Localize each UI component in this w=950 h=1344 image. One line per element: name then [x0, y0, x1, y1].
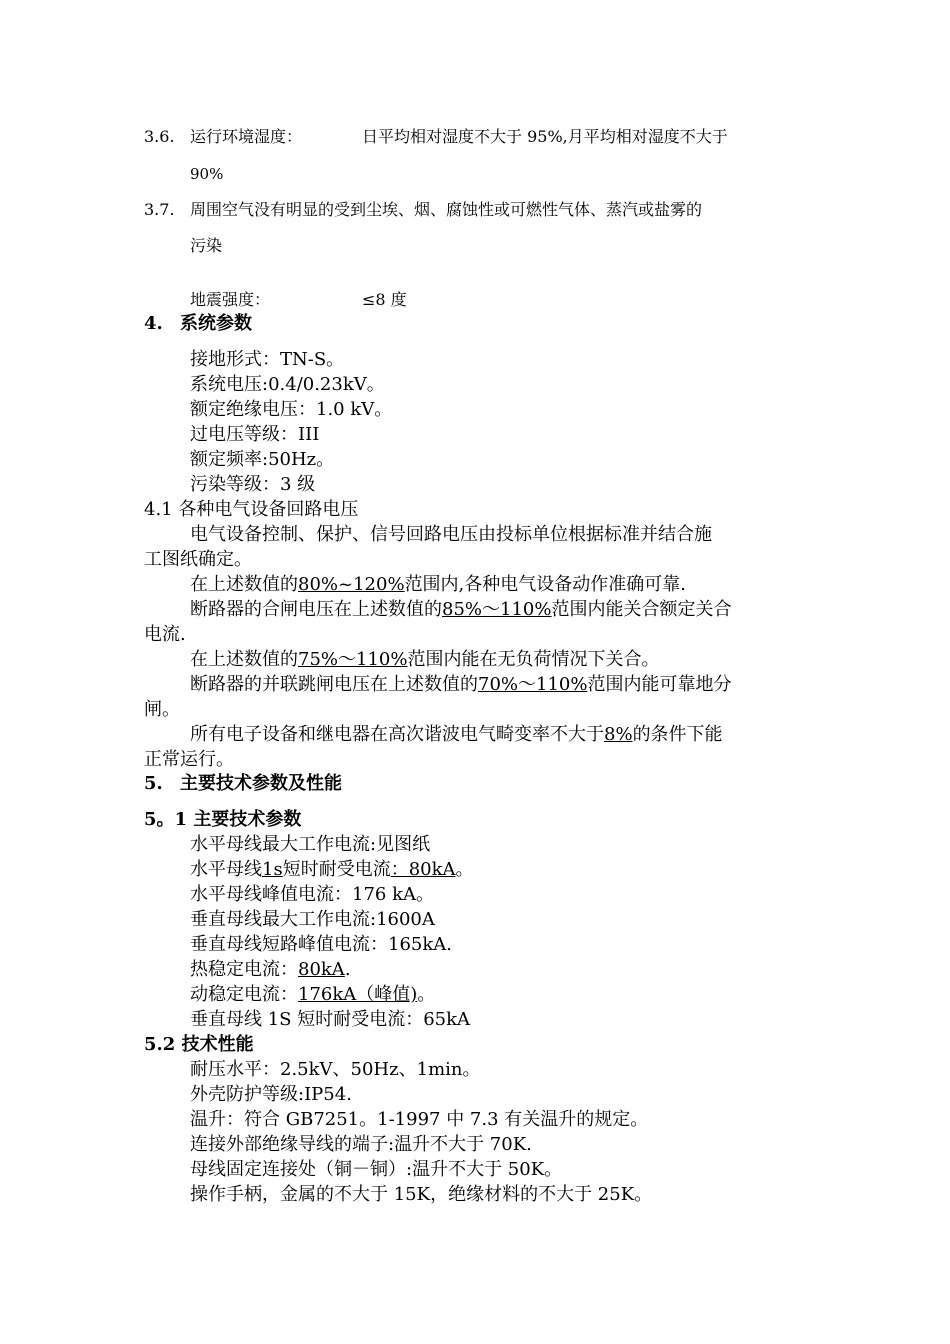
text: 断路器的并联跳闸电压在上述数值的 [190, 674, 478, 695]
tech-param: 水平母线最大工作电流:见图纸 [190, 834, 431, 855]
seismic-label: 地震强度： [190, 290, 271, 309]
underlined-value: 70%～110% [478, 674, 588, 695]
tech-param: 垂直母线最大工作电流:1600A [190, 909, 435, 930]
underlined-value: 85%～110% [442, 599, 552, 620]
section-number: 5. [144, 773, 163, 794]
system-param: 额定绝缘电压：1.0 kV。 [190, 399, 393, 420]
text: 水平母线 [190, 859, 262, 880]
humidity-value-cont: 90% [190, 165, 224, 183]
section-heading: 主要技术参数及性能 [180, 773, 342, 794]
system-param: 过电压等级：III [190, 424, 320, 445]
tech-param [190, 958, 351, 982]
text: 范围内能关合额定关合 [551, 599, 732, 620]
text: 。 [417, 984, 436, 1005]
underlined-value: 1s [262, 859, 283, 880]
text: 。 [455, 859, 474, 880]
section-number: 3.6. [144, 127, 175, 146]
text: 范围内,各种电气设备动作准确可靠. [404, 574, 687, 595]
underlined-value: 80%~120% [298, 574, 405, 595]
text: 动稳定电流： [190, 984, 298, 1005]
system-param: 接地形式：TN-S。 [190, 349, 345, 370]
section-number: 3.7. [144, 200, 175, 219]
performance-item: 耐压水平：2.5kV、50Hz、1min。 [190, 1059, 481, 1080]
paragraph-line: 电流. [144, 624, 186, 645]
tech-param: 水平母线峰值电流：176 kA。 [190, 884, 434, 905]
text: 短时耐受电流 [282, 859, 391, 880]
system-param: 额定频率:50Hz。 [190, 449, 335, 470]
underlined-value: ：80kA [390, 859, 456, 880]
paragraph-line: 闸。 [144, 699, 180, 720]
humidity-value: 日平均相对湿度不大于 95%,月平均相对湿度不大于 [362, 127, 728, 146]
paragraph-line: 工图纸确定。 [144, 549, 252, 570]
paragraph-line [190, 648, 659, 672]
system-param: 系统电压:0.4/0.23kV。 [190, 374, 385, 395]
underlined-value: 80kA [298, 959, 345, 980]
text: 断路器的合闸电压在上述数值的 [190, 599, 442, 620]
subsection-heading: 5.2 技术性能 [144, 1034, 254, 1055]
environment-text-cont: 污染 [190, 236, 223, 255]
text: 热稳定电流： [190, 959, 298, 980]
subsection-heading: 4.1 各种电气设备回路电压 [144, 499, 359, 520]
performance-item: 操作手柄，金属的不大于 15K，绝缘材料的不大于 25K。 [190, 1184, 653, 1205]
performance-item: 母线固定连接处（铜－铜）:温升不大于 50K。 [190, 1159, 563, 1180]
system-param: 污染等级：3 级 [190, 474, 316, 495]
paragraph-line: 电气设备控制、保护、信号回路电压由投标单位根据标准并结合施 [190, 524, 712, 545]
paragraph-line [190, 573, 686, 597]
text: 所有电子设备和继电器在高次谐波电气畸变率不大于 [190, 724, 604, 745]
underlined-value: 176kA（峰值) [298, 984, 418, 1005]
paragraph-line [190, 598, 731, 622]
paragraph-line [190, 723, 723, 747]
paragraph-line [190, 673, 731, 697]
text: 范围内能可靠地分 [587, 674, 732, 695]
tech-param [190, 858, 474, 882]
performance-item: 外壳防护等级:IP54. [190, 1084, 352, 1105]
paragraph-line: 正常运行。 [144, 749, 234, 770]
text: 范围内能在无负荷情况下关合。 [407, 649, 660, 670]
text: 在上述数值的 [190, 574, 298, 595]
tech-param [190, 983, 435, 1007]
tech-param: 垂直母线 1S 短时耐受电流：65kA [190, 1009, 471, 1030]
environment-text: 周围空气没有明显的受到尘埃、烟、腐蚀性或可燃性气体、蒸汽或盐雾的 [190, 200, 703, 219]
section-number: 4. [144, 313, 163, 334]
humidity-label: 运行环境湿度： [190, 127, 303, 146]
text: 在上述数值的 [190, 649, 298, 670]
performance-item: 温升：符合 GB7251。1-1997 中 7.3 有关温升的规定。 [190, 1109, 649, 1130]
section-heading: 系统参数 [180, 313, 252, 334]
performance-item: 连接外部绝缘导线的端子:温升不大于 70K. [190, 1134, 532, 1155]
underlined-value: 75%～110% [298, 649, 408, 670]
underlined-value: 8% [604, 724, 633, 745]
seismic-value: ≤8 度 [362, 290, 407, 309]
tech-param: 垂直母线短路峰值电流：165kA. [190, 934, 452, 955]
text: 的条件下能 [632, 724, 723, 745]
text: . [344, 959, 351, 980]
subsection-heading: 5。1 主要技术参数 [144, 809, 302, 830]
